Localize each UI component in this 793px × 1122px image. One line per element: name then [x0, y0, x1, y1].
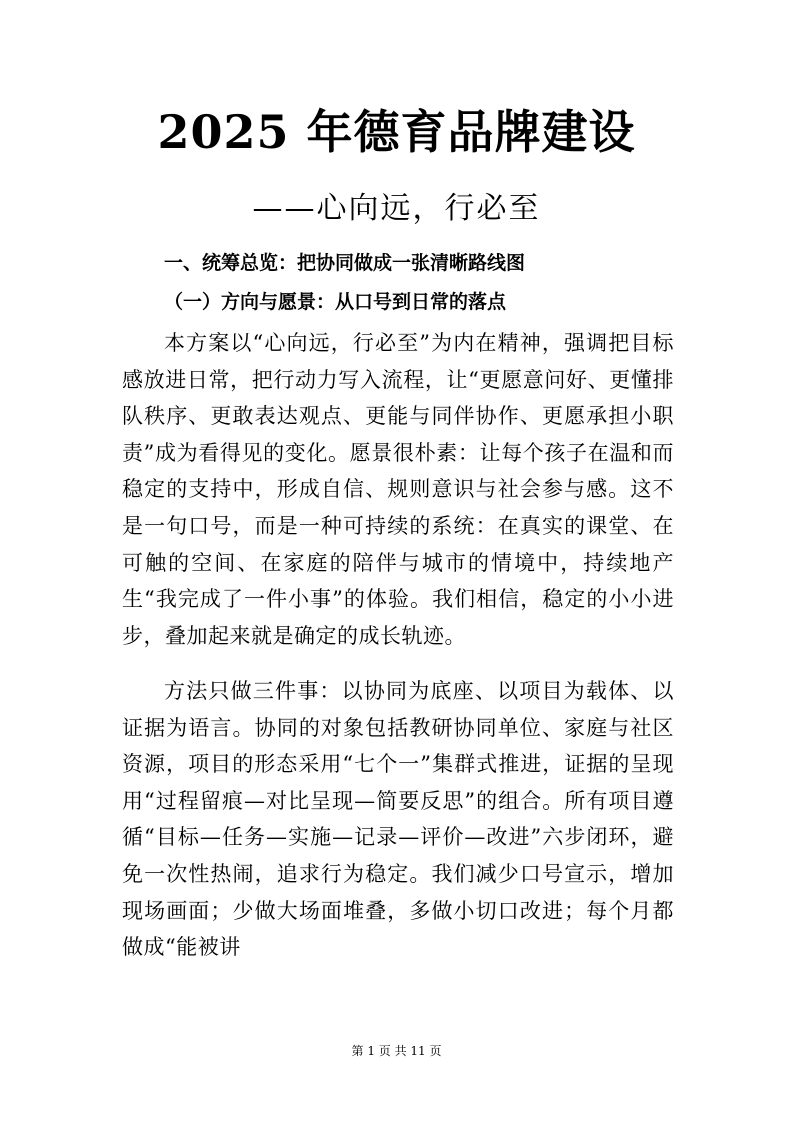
page-footer: 第 1 页 共 11 页: [351, 1044, 442, 1058]
document-title: 2025 年德育品牌建设: [157, 105, 636, 159]
document-subtitle: ——心向远，行必至: [252, 191, 541, 226]
body-paragraph: 本方案以“心向远，行必至”为内在精神，强调把目标感放进日常，把行动力写入流程，让“更愿意问好、更懂排队秩序、更敢表达观点、更能与同伴协作、更愿承担小职责”成为看得见的变化。愿景很朴素：让每个孩子在温和而稳定的支持中，形成自信、规则意识与社会参与感。这不是一句口号，而是一种可持续的系统：在真实的课堂、在可触的空间、在家庭的陪伴与城市的情境中，持续地产生“我完成了一件小事”的体验。我们相信，稳定的小小进步，叠加起来就是确定的成长轨迹。: [122, 331, 674, 648]
section-heading: 一、统筹总览：把协同做成一张清晰路线图: [164, 252, 526, 274]
subsection-heading: （一）方向与愿景：从口号到日常的落点: [164, 291, 507, 313]
body-paragraph: 方法只做三件事：以协同为底座、以项目为载体、以证据为语言。协同的对象包括教研协同单位、家庭与社区资源，项目的形态采用“七个一”集群式推进，证据的呈现用“过程留痕—对比呈现—简要反思”的组合。所有项目遵循“目标—任务—实施—记录—评价—改进”六步闭环，避免一次性热闹，追求行为稳定。我们减少口号宣示，增加现场画面；少做大场面堆叠，多做小切口改进；每个月都做成“能被讲: [122, 679, 674, 960]
